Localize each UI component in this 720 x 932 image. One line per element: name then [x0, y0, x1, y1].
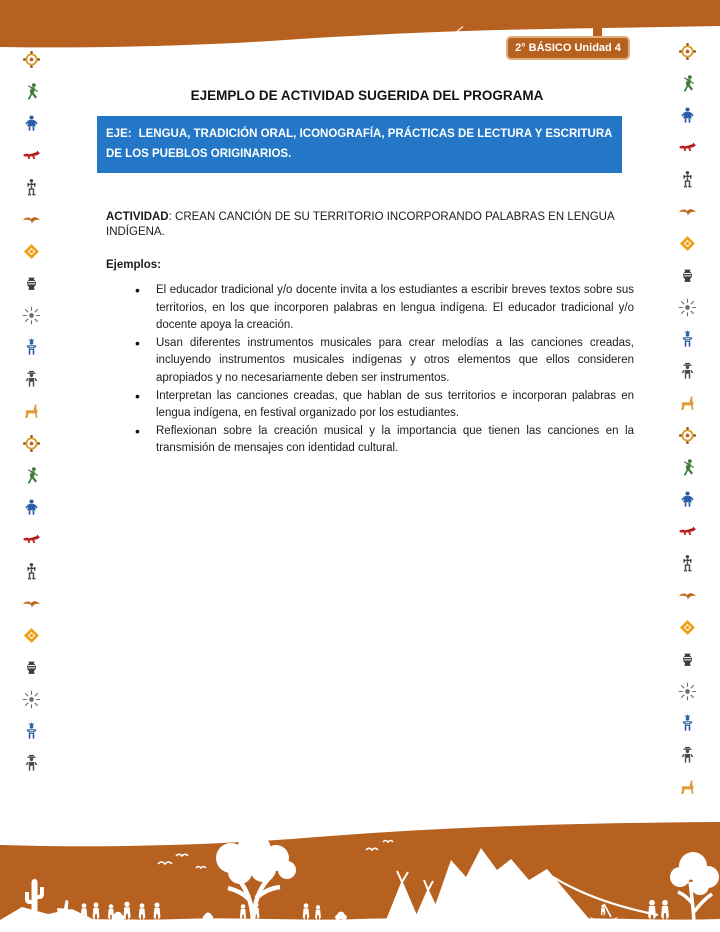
examples-list [97, 282, 637, 458]
eje-banner [97, 116, 622, 173]
sun-icon [678, 682, 697, 701]
sun-icon [678, 298, 697, 317]
right-icon-strip [673, 42, 701, 797]
dancer-icon [678, 74, 697, 93]
chief-icon [22, 370, 41, 389]
pottery-icon [22, 274, 41, 293]
condor-icon [22, 210, 41, 229]
activity-text: : CREAN CANCIÓN DE SU TERRITORIO INCORPORANDO PALABRAS EN LENGUA INDÍGENA. [106, 211, 615, 238]
example-item: • Reflexionan sobre la creación musical y la importancia que tienen las canciones en la transmisión de mensajes con identidad cultural. [156, 423, 634, 458]
activity-label: ACTIVIDAD [106, 211, 169, 223]
fox-icon [22, 146, 41, 165]
example-item: • Interpretan las canciones creadas, que hablan de sus territorios e incorporan palabras en lengua indígena, en festival organizado por los estudiantes. [156, 388, 634, 423]
unit-badge: 2° BÁSICO Unidad 4 [506, 36, 630, 60]
chief-icon [678, 746, 697, 765]
person-icon [678, 554, 697, 573]
condor-icon [678, 586, 697, 605]
condor-icon [678, 202, 697, 221]
dancer-icon [22, 82, 41, 101]
shaman-icon [678, 490, 697, 509]
shaman-icon [22, 498, 41, 517]
shaman-icon [678, 106, 697, 125]
totem-icon [22, 722, 41, 741]
activity-line [106, 210, 637, 240]
example-item: • El educador tradicional y/o docente invita a los estudiantes a escribir breves textos sobre sus territorios, en los que incorporen palabras en lengua indígena. El educador tradicional y/o docente apoya la creación. [156, 282, 634, 335]
shaman-icon [22, 114, 41, 133]
pottery-icon [678, 650, 697, 669]
page-title: EJEMPLO DE ACTIVIDAD SUGERIDA DEL PROGRAMA [190, 88, 544, 103]
kultrun-drum-icon [678, 42, 697, 61]
fox-icon [678, 522, 697, 541]
sun-icon [22, 306, 41, 325]
pottery-icon [22, 658, 41, 677]
dancer-icon [678, 458, 697, 477]
pottery-icon [678, 266, 697, 285]
totem-icon [678, 330, 697, 349]
eje-text: LENGUA, TRADICIÓN ORAL, ICONOGRAFÍA, PRÁCTICAS DE LECTURA Y ESCRITURA DE LOS PUEBLOS ORIGINARIOS. [106, 128, 613, 160]
eje-label: EJE: [106, 128, 132, 140]
footer-band-shape [0, 822, 720, 932]
totem-icon [678, 714, 697, 733]
document-content [97, 88, 637, 458]
diamond-flower-icon [678, 234, 697, 253]
diamond-flower-icon [678, 618, 697, 637]
examples-heading: Ejemplos: [106, 259, 161, 271]
person-icon [678, 170, 697, 189]
example-item: • Usan diferentes instrumentos musicales para crear melodías a las canciones creadas, incluyendo instrumentos musicales indígenas y otros elementos que ellos consideren apropiados y no necesariamente deben ser instrumentos. [156, 335, 634, 388]
chief-icon [22, 754, 41, 773]
llama-icon [22, 402, 41, 421]
diamond-flower-icon [22, 626, 41, 645]
diamond-flower-icon [22, 242, 41, 261]
person-icon [22, 178, 41, 197]
condor-icon [22, 594, 41, 613]
sun-icon [22, 690, 41, 709]
footer-landscape [0, 820, 720, 932]
kultrun-drum-icon [22, 50, 41, 69]
fox-icon [22, 530, 41, 549]
kultrun-drum-icon [678, 426, 697, 445]
llama-icon [678, 394, 697, 413]
fox-icon [678, 138, 697, 157]
kultrun-drum-icon [22, 434, 41, 453]
totem-icon [22, 338, 41, 357]
dancer-icon [22, 466, 41, 485]
llama-icon [678, 778, 697, 797]
person-icon [22, 562, 41, 581]
chief-icon [678, 362, 697, 381]
left-icon-strip [17, 50, 45, 773]
